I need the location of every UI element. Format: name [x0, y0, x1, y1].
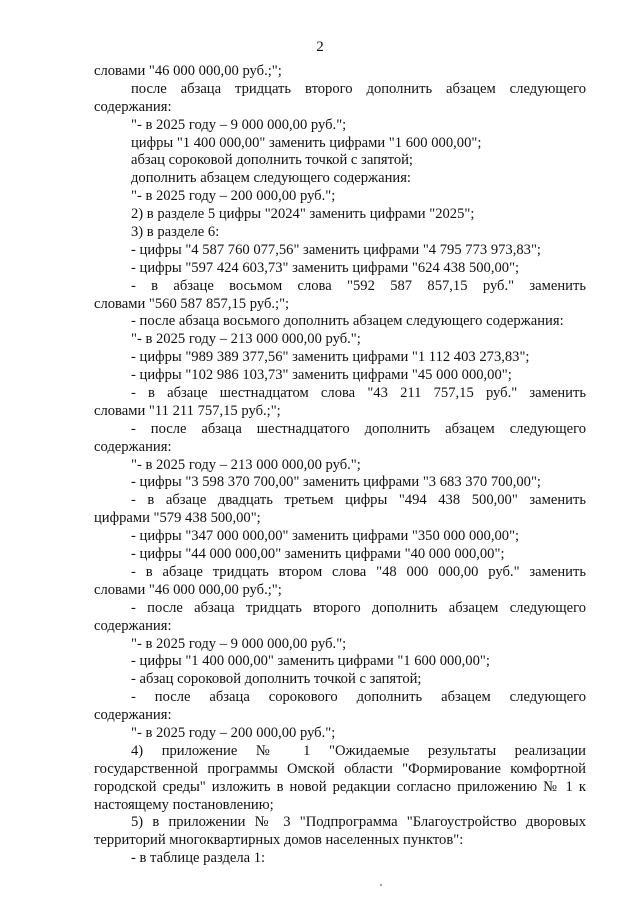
text-line: - после абзаца сорокового дополнить абзацем следующего — [131, 689, 586, 706]
text-line: после абзаца тридцать второго дополнить абзацем следующего — [131, 80, 586, 97]
text-line: 5) в приложении № 3 "Подпрограмма "Благоустройство дворовых — [131, 814, 586, 831]
text-line: содержания: — [94, 617, 172, 634]
text-line: - цифры "347 000 000,00" заменить цифрами "350 000 000,00"; — [131, 528, 520, 545]
text-line: цифры "1 400 000,00" заменить цифрами "1 600 000,00"; — [131, 134, 482, 151]
text-line: дополнить абзацем следующего содержания: — [131, 170, 411, 187]
text-line: содержания: — [94, 707, 172, 724]
text-line: 3) в разделе 6: — [131, 224, 220, 241]
text-line: "- в 2025 году – 213 000 000,00 руб."; — [131, 331, 361, 348]
text-line: - в абзаце двадцать третьем цифры "494 438 500,00" заменить — [131, 492, 586, 509]
text-line: содержания: — [94, 98, 172, 115]
text-line: - в таблице раздела 1: — [131, 850, 266, 867]
text-line: - после абзаца шестнадцатого дополнить абзацем следующего — [131, 420, 586, 437]
text-line: - цифры "597 424 603,73" заменить цифрами "624 438 500,00"; — [131, 259, 520, 276]
text-line: настоящему постановлению; — [94, 796, 274, 813]
text-line: - цифры "3 598 370 700,00" заменить цифрами "3 683 370 700,00"; — [131, 474, 541, 491]
text-line: словами "46 000 000,00 руб.;"; — [94, 581, 282, 598]
document-body — [94, 63, 586, 868]
text-line: словами "11 211 757,15 руб.;"; — [94, 402, 281, 419]
text-line: - в абзаце шестнадцатом слова "43 211 757,15 руб." заменить — [131, 385, 586, 402]
text-line: "- в 2025 году – 9 000 000,00 руб."; — [131, 116, 347, 133]
text-line: 4) приложение № 1 "Ожидаемые результаты реализации — [131, 742, 586, 759]
text-line: - абзац сороковой дополнить точкой с запятой; — [131, 671, 422, 688]
text-line: - цифры "44 000 000,00" заменить цифрами "40 000 000,00"; — [131, 546, 505, 563]
text-line: территорий многоквартирных домов населенных пунктов": — [94, 832, 464, 849]
text-line: государственной программы Омской области "Формирование комфортной — [94, 760, 586, 777]
page-number: 2 — [316, 39, 324, 55]
text-line: - цифры "102 986 103,73" заменить цифрами "45 000 000,00"; — [131, 367, 512, 384]
text-line: цифрами "579 438 500,00"; — [94, 510, 261, 527]
text-line: словами "46 000 000,00 руб.;"; — [94, 63, 282, 79]
text-line: - цифры "4 587 760 077,56" заменить цифрами "4 795 773 973,83"; — [131, 241, 541, 258]
text-line: "- в 2025 году – 213 000 000,00 руб."; — [131, 456, 361, 473]
text-line: абзац сороковой дополнить точкой с запятой; — [131, 152, 413, 169]
text-line: содержания: — [94, 438, 172, 455]
text-line: "- в 2025 году – 9 000 000,00 руб."; — [131, 635, 347, 652]
text-line: городской среды" изложить в новой редакции согласно приложению № 1 к — [94, 778, 586, 795]
text-line: "- в 2025 году – 200 000,00 руб."; — [131, 188, 336, 205]
text-line: - после абзаца восьмого дополнить абзацем следующего содержания: — [131, 313, 564, 330]
scan-speck — [380, 884, 382, 886]
text-line: словами "560 587 857,15 руб.;"; — [94, 295, 290, 312]
text-line: - цифры "989 389 377,56" заменить цифрами "1 112 403 273,83"; — [131, 349, 530, 366]
text-line: - цифры "1 400 000,00" заменить цифрами "1 600 000,00"; — [131, 653, 490, 670]
text-line: "- в 2025 году – 200 000,00 руб."; — [131, 724, 336, 741]
text-line: - в абзаце тридцать втором слова "48 000 000,00 руб." заменить — [131, 563, 586, 580]
text-line: - в абзаце восьмом слова "592 587 857,15 руб." заменить — [131, 277, 586, 294]
text-line: 2) в разделе 5 цифры "2024" заменить цифрами "2025"; — [131, 206, 475, 223]
text-line: - после абзаца тридцать второго дополнить абзацем следующего — [131, 599, 586, 616]
